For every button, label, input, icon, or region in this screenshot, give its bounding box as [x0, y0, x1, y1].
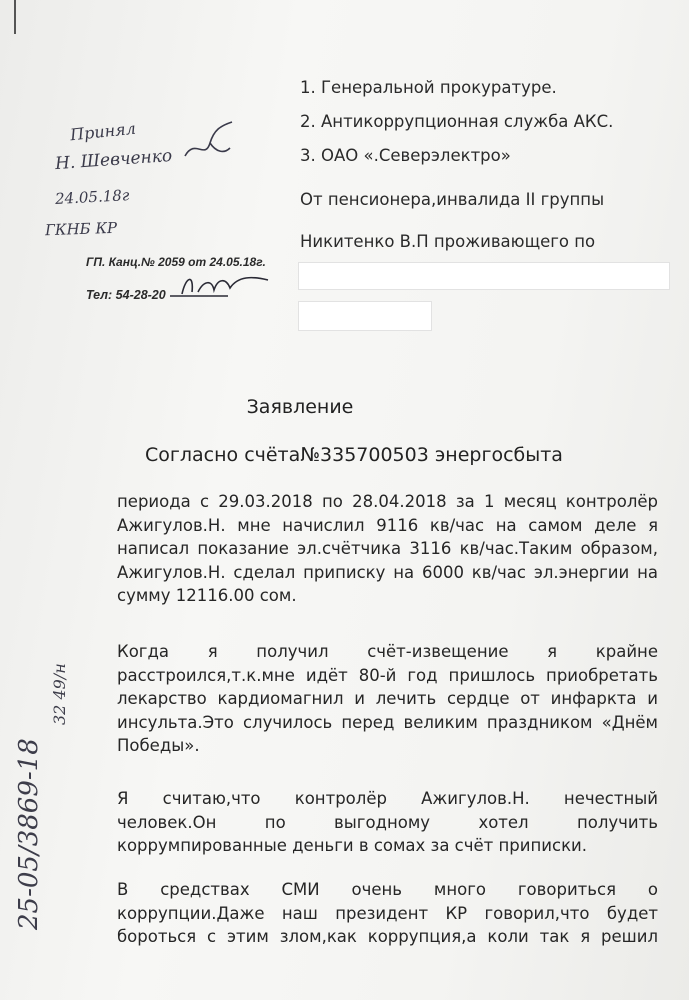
text-line: Ажигулов.Н. сделал приписку на 6000 кв/час эл.энергии на	[117, 562, 658, 582]
text-line: расстроился,т.к.мне идёт 80-й год пришлось приобретать	[117, 665, 658, 685]
registration-number: ГП. Канц.№ 2059 от 24.05.18г.	[86, 255, 266, 269]
text-line: Когда я получил счёт-извещение я крайне	[117, 642, 658, 661]
margin-note-1: 32 49/н	[50, 663, 69, 725]
paragraph-4	[117, 878, 658, 949]
text-line: Я считаю,что контролёр Ажигулов.Н. нечестный	[117, 789, 658, 808]
document-title: Заявление	[246, 396, 354, 418]
stamp-signature	[168, 270, 278, 304]
text-line: написал показание эл.счётчика 3116 кв/час.Таким образом,	[117, 539, 658, 558]
redacted-address-2	[298, 301, 432, 331]
handwritten-signature	[180, 118, 240, 168]
text-line: Ажигулов.Н. мне начислил 9116 кв/час на самом деле я	[117, 515, 658, 535]
text-line: бороться с этим злом,как коррупция,а коли так я решил	[117, 927, 658, 946]
redacted-address-1	[298, 262, 670, 290]
handwritten-org: ГКНБ КР	[44, 218, 118, 240]
text-line: Победы».	[117, 736, 200, 755]
text-line: коррумпированные деньги в сомах за счёт приписки.	[117, 836, 588, 855]
text-line: лекарство кардиомагнил и лечить сердце от инфаркта и	[117, 689, 658, 708]
paragraph-2	[117, 640, 658, 758]
text-line: сумму 12116.00 сом.	[117, 586, 297, 605]
text-line: инсульта.Это случилось перед великим праздником «Днём	[117, 712, 658, 732]
margin-note-2: 25-05/3869-18	[14, 738, 44, 930]
addressee-2: 2. Антикоррупционная служба АКС.	[300, 112, 614, 131]
paragraph-3	[117, 787, 658, 858]
handwritten-date: 24.05.18г	[54, 186, 130, 208]
handwritten-name: Н. Шевченко	[54, 145, 173, 175]
text-line: В средствах СМИ очень много говориться о	[117, 880, 658, 899]
document-subtitle: Согласно счёта№335700503 энергосбыта	[145, 444, 563, 466]
handwritten-accepted: Принял	[69, 118, 137, 145]
addressee-1: 1. Генеральной прокуратуре.	[300, 78, 557, 97]
sender-line-2: Никитенко В.П проживающего по	[300, 232, 596, 251]
addressee-3: 3. ОАО «.Северэлектро»	[300, 146, 511, 165]
text-line: периода с 29.03.2018 по 28.04.2018 за 1 месяц контролёр	[117, 492, 658, 511]
text-line: человек.Он по выгодному хотел получить	[117, 812, 658, 832]
page-edge-mark	[14, 0, 16, 34]
registration-phone: Тел: 54-28-20	[86, 288, 166, 302]
sender-line-1: От пенсионера,инвалида II группы	[300, 190, 605, 209]
paragraph-1	[117, 490, 658, 608]
text-line: коррупции.Даже наш президент КР говорил,что будет	[117, 903, 658, 923]
